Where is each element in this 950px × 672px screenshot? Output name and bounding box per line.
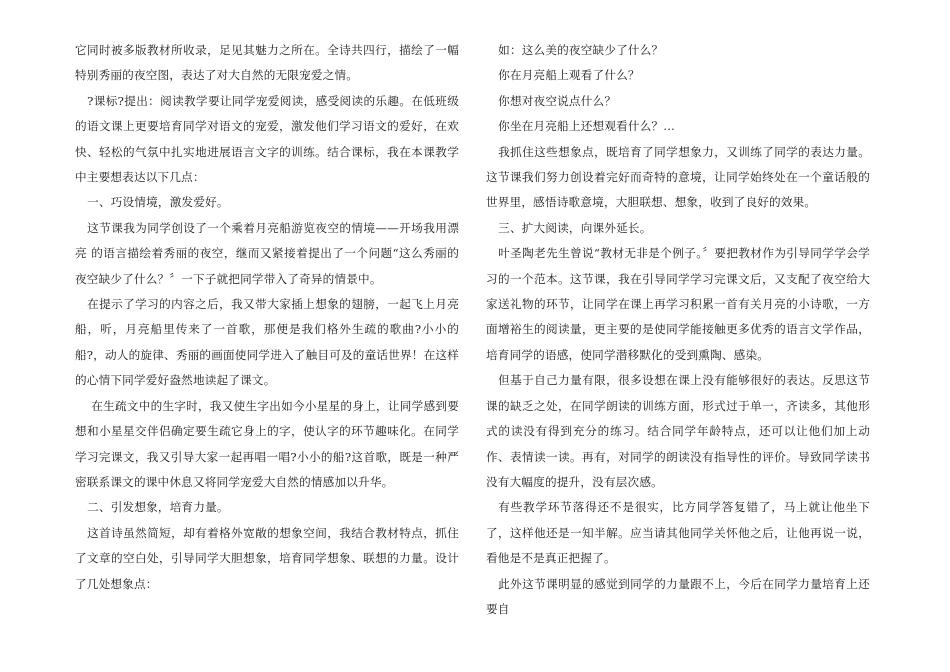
paragraph-closing: 此外这节课明显的感觉到同学的力量跟不上，今后在同学力量培育上还要自 <box>486 576 870 616</box>
question-line-3: 你想对夜空说点什么？ <box>498 93 617 108</box>
paragraph-intro: 它同时被多版教材所收录，足见其魅力之所在。全诗共四行，描绘了一幅特别秀丽的夜空图，表达了对大自然的无限宠爱之情。 <box>75 43 459 83</box>
paragraph-reflection: 但基于自己力量有限，很多设想在课上没有能够很好的表达。反思这节课的缺乏之处，在同学朗读的训练方面，形式过于单一，齐读多，其他形式的读没有得到充分的练习。结合同学年龄特点，还可以让他们加上动作、表情读一读。再有，对同学的朗读没有指导性的评价。导致同学读书没有大幅度的提升，没有层次感。 <box>486 373 870 489</box>
paragraph-extended-reading: 叶圣陶老先生曾说“教材无非是个例子。〞要把教材作为引导同学学会学习的一个范本。这节课，我在引导同学学习完课文后，又支配了夜空给大家送礼物的环节，让同学在课上再学习积累一首有关月亮的小诗歌，一方面增裕生的阅读量，更主要的是使同学能接触更多优秀的语言文学作品，培育同学的语感，使同学潜移默化的受到熏陶、感染。 <box>486 246 870 362</box>
question-line-1: 如：这么美的夜空缺少了什么？ <box>498 43 664 57</box>
paragraph-curriculum-standard: ?课标?提出：阅读教学要让同学宠爱阅读，感受阅读的乐趣。在低班级的语文课上更要培育同学对语文的宠爱，激发他们学习语文的爱好，在欢快、轻松的气氛中扎实地进展语言文字的训练。结合课标，我在本课教学中主要想表达以下几点： <box>75 93 459 185</box>
section-heading-2: 二、引发想象，培育力量。 <box>87 500 229 515</box>
question-line-2: 你在月亮船上观看了什么？ <box>498 68 640 83</box>
left-column <box>75 38 459 597</box>
paragraph-effect: 我抓住这些想象点，既培育了同学想象力，又训练了同学的表达力量。这节课我们努力创设着完好而奇特的意境，让同学始终处在一个童话般的世界里，感悟诗歌意境，大胆联想、想象，收到了良好的效果。 <box>486 144 870 210</box>
paragraph-song: 在提示了学习的内容之后，我又带大家插上想象的翅膀，一起飞上月亮船，听，月亮船里传来了一首歌，那便是我们格外生疏的歌曲?小小的船?，动人的旋律、秀丽的画面使同学进入了触目可及的童话世界！在这样的心情下同学爱好盎然地读起了课文。 <box>75 297 459 388</box>
right-column <box>486 38 870 622</box>
section-heading-1: 一、巧设情境，激发爱好。 <box>87 195 229 210</box>
section-heading-3: 三、扩大阅读，向课外延长。 <box>498 220 652 235</box>
paragraph-situation: 这节课我为同学创设了一个乘着月亮船游览夜空的情境——开场我用漂亮 的语言描绘着秀丽的夜空，继而又紧接着提出了一个问题“这么秀丽的夜空缺少了什么？〞一下子就把同学带入了奇异的情景中。 <box>75 220 459 286</box>
paragraph-new-characters: 在生疏文中的生字时，我又使生字出如今小星星的身上，让同学感到要想和小星星交伴侣确定要生疏它身上的字，使认字的环节趣味化。在同学学习完课文，我又引导大家一起再唱一唱?小小的船?这首歌，既是一种严密联系课文的课中休息又将同学宠爱大自然的情感加以升华。 <box>75 398 459 489</box>
question-line-4: 你坐在月亮船上还想观看什么？… <box>498 119 676 134</box>
paragraph-teaching-steps: 有些教学环节落得还不是很实，比方同学答复错了，马上就让他坐下了，这样他还是一知半解。应当请其他同学关怀他之后，让他再说一说，看他是不是真正把握了。 <box>486 500 870 566</box>
paragraph-imagination: 这首诗虽然简短，却有着格外宽敞的想象空间，我结合教材特点，抓住了文章的空白处，引导同学大胆想象，培育同学想象、联想的力量。设计了几处想象点： <box>75 525 459 591</box>
